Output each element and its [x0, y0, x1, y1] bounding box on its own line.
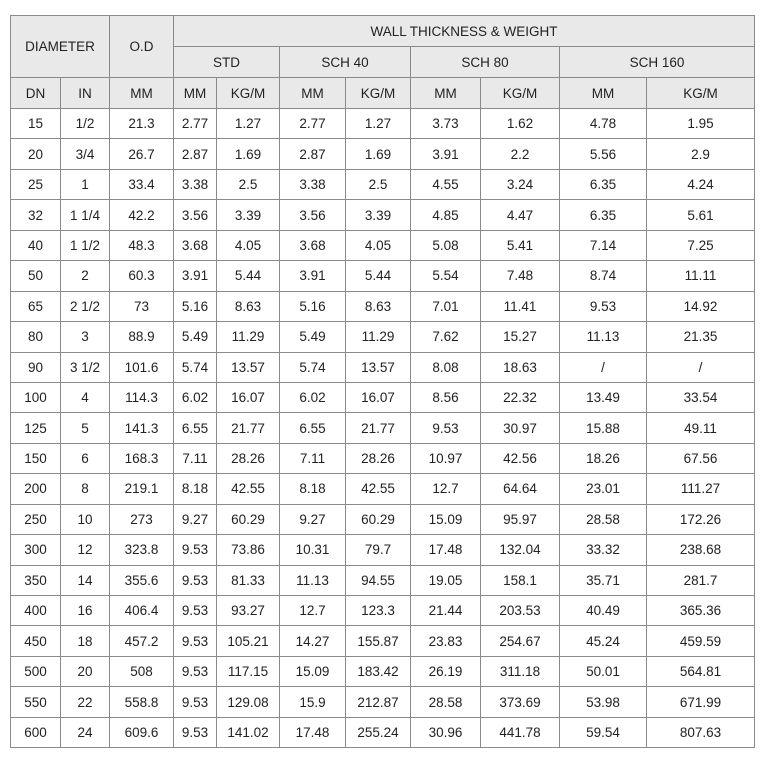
table-cell: 219.1 [110, 474, 174, 504]
table-cell: 6.02 [174, 382, 217, 412]
table-cell: 3/4 [61, 139, 110, 169]
table-cell: 9.53 [174, 717, 217, 747]
table-cell: / [560, 352, 647, 382]
table-cell: 212.87 [346, 687, 411, 717]
table-cell: 111.27 [647, 474, 755, 504]
table-cell: 1.27 [217, 109, 280, 139]
table-cell: 3.68 [280, 230, 346, 260]
table-cell: 400 [11, 596, 61, 626]
table-row [11, 565, 755, 595]
table-cell: 609.6 [110, 717, 174, 747]
table-cell: 15.27 [481, 322, 560, 352]
table-cell: 150 [11, 443, 61, 473]
table-cell: 90 [11, 352, 61, 382]
table-cell: 94.55 [346, 565, 411, 595]
table-cell: 132.04 [481, 535, 560, 565]
table-cell: 323.8 [110, 535, 174, 565]
table-cell: 23.83 [411, 626, 481, 656]
table-cell: 60.29 [217, 504, 280, 534]
table-cell: 24 [61, 717, 110, 747]
table-cell: 8.08 [411, 352, 481, 382]
table-cell: 33.32 [560, 535, 647, 565]
table-cell: 172.26 [647, 504, 755, 534]
table-cell: 4.05 [217, 230, 280, 260]
table-cell: 8.56 [411, 382, 481, 412]
od-header: O.D [110, 16, 174, 78]
table-cell: 117.15 [217, 656, 280, 686]
table-cell: 200 [11, 474, 61, 504]
table-cell: 2.5 [346, 169, 411, 199]
schedule-header-std: STD [174, 47, 280, 78]
table-cell: 168.3 [110, 443, 174, 473]
table-cell: 4.85 [411, 200, 481, 230]
table-row [11, 687, 755, 717]
table-cell: 4.24 [647, 169, 755, 199]
table-cell: 550 [11, 687, 61, 717]
table-cell: 350 [11, 565, 61, 595]
table-row [11, 535, 755, 565]
table-cell: 1/2 [61, 109, 110, 139]
table-cell: 14.27 [280, 626, 346, 656]
table-cell: 564.81 [647, 656, 755, 686]
table-cell: 15.9 [280, 687, 346, 717]
table-cell: 2.77 [280, 109, 346, 139]
table-cell: 11.13 [560, 322, 647, 352]
table-cell: 11.11 [647, 261, 755, 291]
table-cell: 2.2 [481, 139, 560, 169]
table-cell: 9.53 [174, 596, 217, 626]
table-cell: 9.53 [174, 687, 217, 717]
table-cell: 8.63 [346, 291, 411, 321]
table-cell: 30.96 [411, 717, 481, 747]
table-cell: 40.49 [560, 596, 647, 626]
table-cell: 7.14 [560, 230, 647, 260]
table-cell: 9.53 [174, 535, 217, 565]
table-cell: 255.24 [346, 717, 411, 747]
table-cell: 3.91 [280, 261, 346, 291]
table-cell: 5.54 [411, 261, 481, 291]
table-cell: 28.26 [217, 443, 280, 473]
table-cell: 203.53 [481, 596, 560, 626]
table-cell: 21.3 [110, 109, 174, 139]
table-cell: 2.87 [280, 139, 346, 169]
table-cell: 42.55 [217, 474, 280, 504]
table-cell: 20 [11, 139, 61, 169]
table-cell: 5.74 [174, 352, 217, 382]
table-cell: 16.07 [346, 382, 411, 412]
table-cell: 1.69 [346, 139, 411, 169]
table-cell: 6.35 [560, 169, 647, 199]
table-cell: 20 [61, 656, 110, 686]
table-cell: 73 [110, 291, 174, 321]
table-cell: 1 1/4 [61, 200, 110, 230]
table-cell: 12 [61, 535, 110, 565]
table-cell: 13.57 [346, 352, 411, 382]
table-cell: 79.7 [346, 535, 411, 565]
table-cell: 21.44 [411, 596, 481, 626]
table-cell: 2.5 [217, 169, 280, 199]
table-cell: 8.18 [174, 474, 217, 504]
table-cell: 2 [61, 261, 110, 291]
table-cell: 11.29 [217, 322, 280, 352]
table-row [11, 413, 755, 443]
table-cell: 50 [11, 261, 61, 291]
table-cell: 3.56 [280, 200, 346, 230]
table-cell: 558.8 [110, 687, 174, 717]
table-cell: 3.91 [174, 261, 217, 291]
table-cell: 88.9 [110, 322, 174, 352]
table-cell: 18 [61, 626, 110, 656]
unit-header: IN [61, 78, 110, 109]
table-cell: 7.11 [280, 443, 346, 473]
table-cell: 73.86 [217, 535, 280, 565]
table-row [11, 200, 755, 230]
table-cell: 19.05 [411, 565, 481, 595]
table-cell: 42.55 [346, 474, 411, 504]
table-cell: 60.3 [110, 261, 174, 291]
unit-header: KG/M [217, 78, 280, 109]
table-cell: 2.87 [174, 139, 217, 169]
table-cell: 8.63 [217, 291, 280, 321]
unit-header: MM [110, 78, 174, 109]
table-cell: 1.69 [217, 139, 280, 169]
table-cell: 49.11 [647, 413, 755, 443]
unit-header: KG/M [647, 78, 755, 109]
table-cell: 5.61 [647, 200, 755, 230]
table-cell: 45.24 [560, 626, 647, 656]
table-cell: 5 [61, 413, 110, 443]
table-cell: 1 [61, 169, 110, 199]
table-cell: 15.88 [560, 413, 647, 443]
table-cell: 5.16 [280, 291, 346, 321]
table-cell: 3.91 [411, 139, 481, 169]
table-cell: 21.77 [217, 413, 280, 443]
table-cell: 4 [61, 382, 110, 412]
table-cell: 123.3 [346, 596, 411, 626]
table-cell: 807.63 [647, 717, 755, 747]
table-cell: 2.9 [647, 139, 755, 169]
table-cell: 2 1/2 [61, 291, 110, 321]
table-cell: 33.54 [647, 382, 755, 412]
table-cell: 10.97 [411, 443, 481, 473]
table-cell: 59.54 [560, 717, 647, 747]
table-cell: 17.48 [411, 535, 481, 565]
table-cell: 5.16 [174, 291, 217, 321]
table-cell: 16 [61, 596, 110, 626]
table-row [11, 596, 755, 626]
table-cell: 406.4 [110, 596, 174, 626]
table-cell: 1.62 [481, 109, 560, 139]
pipe-schedule-table [10, 15, 755, 748]
table-cell: 158.1 [481, 565, 560, 595]
table-cell: 5.44 [217, 261, 280, 291]
table-cell: 33.4 [110, 169, 174, 199]
table-cell: 9.53 [174, 656, 217, 686]
table-cell: 9.27 [280, 504, 346, 534]
table-cell: 8.18 [280, 474, 346, 504]
table-cell: 26.19 [411, 656, 481, 686]
table-cell: 105.21 [217, 626, 280, 656]
table-cell: 15.09 [411, 504, 481, 534]
table-cell: 671.99 [647, 687, 755, 717]
table-cell: / [647, 352, 755, 382]
table-cell: 80 [11, 322, 61, 352]
schedule-header-sch80: SCH 80 [411, 47, 560, 78]
table-cell: 1.95 [647, 109, 755, 139]
table-cell: 1.27 [346, 109, 411, 139]
table-cell: 5.41 [481, 230, 560, 260]
unit-header: MM [560, 78, 647, 109]
table-cell: 5.49 [174, 322, 217, 352]
table-cell: 125 [11, 413, 61, 443]
table-cell: 508 [110, 656, 174, 686]
table-cell: 441.78 [481, 717, 560, 747]
table-cell: 365.36 [647, 596, 755, 626]
table-row [11, 382, 755, 412]
table-cell: 42.2 [110, 200, 174, 230]
table-cell: 11.13 [280, 565, 346, 595]
table-cell: 254.67 [481, 626, 560, 656]
unit-header: MM [280, 78, 346, 109]
table-row [11, 352, 755, 382]
table-cell: 13.49 [560, 382, 647, 412]
table-row [11, 443, 755, 473]
table-cell: 311.18 [481, 656, 560, 686]
unit-header: DN [11, 78, 61, 109]
table-cell: 7.48 [481, 261, 560, 291]
table-cell: 5.49 [280, 322, 346, 352]
table-cell: 4.78 [560, 109, 647, 139]
table-row [11, 504, 755, 534]
unit-header: MM [174, 78, 217, 109]
table-cell: 3.68 [174, 230, 217, 260]
table-cell: 6.35 [560, 200, 647, 230]
table-cell: 32 [11, 200, 61, 230]
table-cell: 450 [11, 626, 61, 656]
table-cell: 42.56 [481, 443, 560, 473]
schedule-header-sch40: SCH 40 [280, 47, 411, 78]
table-cell: 28.58 [560, 504, 647, 534]
table-cell: 457.2 [110, 626, 174, 656]
table-cell: 3.38 [174, 169, 217, 199]
table-cell: 50.01 [560, 656, 647, 686]
table-row [11, 109, 755, 139]
table-cell: 3.39 [217, 200, 280, 230]
table-cell: 3 [61, 322, 110, 352]
table-cell: 238.68 [647, 535, 755, 565]
table-cell: 114.3 [110, 382, 174, 412]
table-cell: 18.26 [560, 443, 647, 473]
table-cell: 5.74 [280, 352, 346, 382]
table-row [11, 139, 755, 169]
table-cell: 9.53 [174, 565, 217, 595]
table-row [11, 474, 755, 504]
unit-header: MM [411, 78, 481, 109]
table-cell: 26.7 [110, 139, 174, 169]
table-cell: 93.27 [217, 596, 280, 626]
table-row [11, 169, 755, 199]
table-cell: 28.26 [346, 443, 411, 473]
table-cell: 9.27 [174, 504, 217, 534]
table-cell: 60.29 [346, 504, 411, 534]
table-cell: 155.87 [346, 626, 411, 656]
table-cell: 14.92 [647, 291, 755, 321]
table-cell: 3.73 [411, 109, 481, 139]
table-cell: 141.02 [217, 717, 280, 747]
table-cell: 3.39 [346, 200, 411, 230]
table-cell: 35.71 [560, 565, 647, 595]
table-cell: 459.59 [647, 626, 755, 656]
table-cell: 11.41 [481, 291, 560, 321]
table-cell: 2.77 [174, 109, 217, 139]
table-cell: 64.64 [481, 474, 560, 504]
table-cell: 81.33 [217, 565, 280, 595]
table-cell: 30.97 [481, 413, 560, 443]
table-row [11, 291, 755, 321]
table-cell: 12.7 [411, 474, 481, 504]
table-cell: 15.09 [280, 656, 346, 686]
table-cell: 40 [11, 230, 61, 260]
table-cell: 6.02 [280, 382, 346, 412]
table-cell: 6.55 [174, 413, 217, 443]
table-cell: 67.56 [647, 443, 755, 473]
table-cell: 500 [11, 656, 61, 686]
table-cell: 9.53 [560, 291, 647, 321]
table-cell: 7.11 [174, 443, 217, 473]
table-cell: 3.24 [481, 169, 560, 199]
table-cell: 129.08 [217, 687, 280, 717]
table-cell: 22.32 [481, 382, 560, 412]
table-cell: 300 [11, 535, 61, 565]
table-cell: 53.98 [560, 687, 647, 717]
table-cell: 17.48 [280, 717, 346, 747]
table-cell: 3.56 [174, 200, 217, 230]
table-cell: 100 [11, 382, 61, 412]
table-row [11, 230, 755, 260]
table-cell: 25 [11, 169, 61, 199]
wall-thickness-weight-header: WALL THICKNESS & WEIGHT [174, 16, 755, 47]
table-row [11, 322, 755, 352]
schedule-header-sch160: SCH 160 [560, 47, 755, 78]
table-cell: 4.05 [346, 230, 411, 260]
table-body [11, 109, 755, 748]
table-cell: 8 [61, 474, 110, 504]
table-cell: 6.55 [280, 413, 346, 443]
unit-header: KG/M [346, 78, 411, 109]
table-cell: 10 [61, 504, 110, 534]
table-cell: 28.58 [411, 687, 481, 717]
table-cell: 15 [11, 109, 61, 139]
table-cell: 101.6 [110, 352, 174, 382]
table-cell: 5.56 [560, 139, 647, 169]
table-cell: 12.7 [280, 596, 346, 626]
table-cell: 13.57 [217, 352, 280, 382]
table-cell: 10.31 [280, 535, 346, 565]
table-cell: 11.29 [346, 322, 411, 352]
unit-header: KG/M [481, 78, 560, 109]
table-cell: 5.44 [346, 261, 411, 291]
table-cell: 23.01 [560, 474, 647, 504]
table-cell: 8.74 [560, 261, 647, 291]
table-cell: 7.25 [647, 230, 755, 260]
table-cell: 9.53 [174, 626, 217, 656]
table-cell: 16.07 [217, 382, 280, 412]
table-cell: 4.55 [411, 169, 481, 199]
table-row [11, 626, 755, 656]
table-cell: 1 1/2 [61, 230, 110, 260]
table-cell: 21.35 [647, 322, 755, 352]
table-cell: 5.08 [411, 230, 481, 260]
table-cell: 18.63 [481, 352, 560, 382]
table-cell: 7.62 [411, 322, 481, 352]
table-cell: 3.38 [280, 169, 346, 199]
table-cell: 14 [61, 565, 110, 595]
table-cell: 250 [11, 504, 61, 534]
table-row [11, 656, 755, 686]
table-cell: 355.6 [110, 565, 174, 595]
table-cell: 7.01 [411, 291, 481, 321]
table-row [11, 717, 755, 747]
table-cell: 3 1/2 [61, 352, 110, 382]
table-cell: 9.53 [411, 413, 481, 443]
table-cell: 183.42 [346, 656, 411, 686]
table-cell: 21.77 [346, 413, 411, 443]
table-cell: 6 [61, 443, 110, 473]
table-row [11, 261, 755, 291]
table-cell: 600 [11, 717, 61, 747]
table-cell: 65 [11, 291, 61, 321]
table-cell: 281.7 [647, 565, 755, 595]
table-cell: 141.3 [110, 413, 174, 443]
table-cell: 48.3 [110, 230, 174, 260]
diameter-header: DIAMETER [11, 16, 110, 78]
table-cell: 4.47 [481, 200, 560, 230]
table-cell: 95.97 [481, 504, 560, 534]
table-cell: 22 [61, 687, 110, 717]
table-cell: 273 [110, 504, 174, 534]
table-cell: 373.69 [481, 687, 560, 717]
